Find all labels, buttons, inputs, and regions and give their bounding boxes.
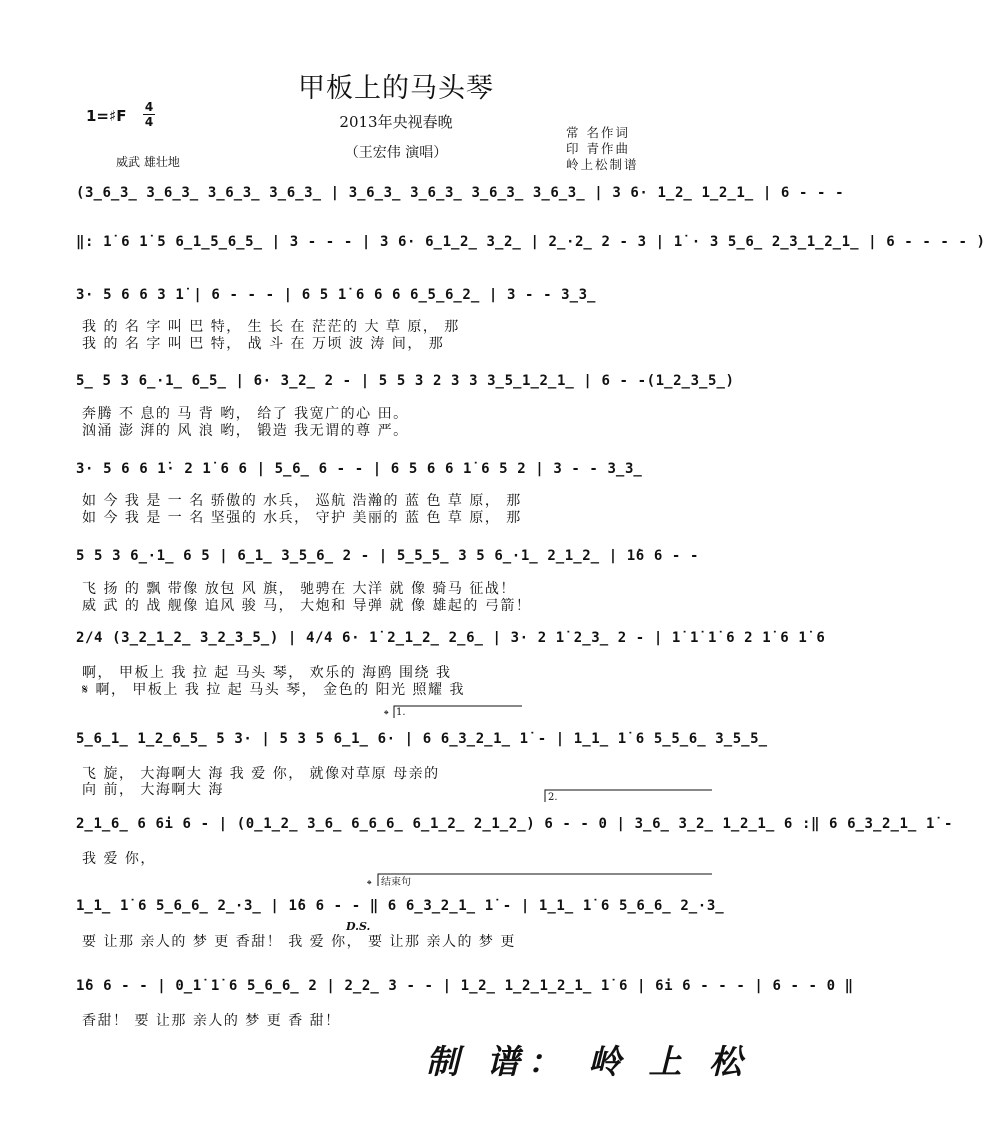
lyric-line-6a: 飞 扬 的 飘 带像 放包 风 旗， 驰骋在 大洋 就 像 骑马 征战！: [82, 581, 516, 597]
coda-sign-2: 𝄌: [367, 878, 372, 893]
tempo-marking: 威武 雄壮地: [116, 155, 180, 169]
arranger-credit: 岭上松制谱: [566, 157, 639, 172]
music-line-3: 3· 5 6 6 3 1̇ | 6 - - - | 6 5 1̇ 6 6 6 6̲5̲6̲2̲ | 3 - - 3̲3̲: [76, 287, 597, 303]
lyric-line-7b: 𝄋 啊， 甲板上 我 拉 起 马头 琴， 金色的 阳光 照耀 我: [82, 682, 465, 698]
lyric-line-8b: 向 前， 大海啊大 海: [82, 782, 224, 798]
music-line-10: 1̲1̲ 1̇ 6 5̲6̲6̲ 2̲·3̲ | 1̇6 6 - - ‖ 6 6̲3̲2̲1̲ 1̇ - | 1̲1̲ 1̇ 6 5̲6̲6̲ 2̲·3̲: [76, 898, 725, 914]
composer-credit: 印 青作曲: [566, 141, 630, 156]
lyric-line-8a: 飞 旋， 大海啊大 海 我 爱 你， 就像对草原 母亲的: [82, 766, 440, 782]
singer-credit: （王宏伟 演唱）: [344, 145, 448, 161]
lyric-line-4b: 汹涌 澎 湃的 风 浪 哟， 锻造 我无谓的尊 严。: [82, 423, 409, 439]
music-line-1: (3̲6̲3̲ 3̲6̲3̲ 3̲6̲3̲ 3̲6̲3̲ | 3̲6̲3̲ 3̲6̲3̲ 3̲6̲3̲ 3̲6̲3̲ | 3 6· 1̲2̲ 1̲2̲1̲ | 6 - - -: [76, 185, 845, 201]
lyric-line-5b: 如 今 我 是 一 名 坚强的 水兵， 守护 美丽的 蓝 色 草 原， 那: [82, 510, 522, 526]
music-line-6: 5 5 3 6̲·1̲ 6 5 | 6̲1̲ 3̲5̲6̲ 2 - | 5̲5̲5̲ 3 5 6̲·1̲ 2̲1̲2̲ | 1̇6 6 - -: [76, 548, 700, 564]
music-line-2: ‖: 1̇ 6 1̇ 5 6̲1̲5̲6̲5̲ | 3 - - - | 3 6· 6̲1̲2̲ 3̲2̲ | 2̲·2̲ 2 - 3 | 1̇ · 3 5̲6̲ 2̲3̲1̲2̲1̲ | 6 - - - - ): [76, 234, 986, 250]
music-line-8: 5̲6̲1̲ 1̲2̲6̲5̲ 5 3· | 5 3 5 6̲1̲ 6· | 6 6̲3̲2̲1̲ 1̇ - | 1̲1̲ 1̇ 6 5̲5̲6̲ 3̲5̲5̲: [76, 731, 768, 747]
lyric-line-3b: 我 的 名 字 叫 巴 特， 战 斗 在 万顷 波 涛 间， 那: [82, 336, 445, 352]
ds-mark: D.S.: [346, 920, 371, 933]
lyric-line-10a: 要 让那 亲人的 梦 更 香甜！ 我 爱 你， 要 让那 亲人的 梦 更: [82, 934, 516, 950]
music-line-4: 5̲ 5 3 6̲·1̲ 6̲5̲ | 6· 3̲2̲ 2 - | 5 5 3 2 3 3 3̲5̲1̲2̲1̲ | 6 - -(1̲2̲3̲5̲): [76, 373, 735, 389]
volta-1-label: 1.: [396, 707, 406, 718]
music-line-7: 2/4 (3̲2̲1̲2̲ 3̲2̲3̲5̲) | 4/4 6· 1̇ 2̲1̲2̲ 2̲6̲ | 3· 2 1̇ 2̲3̲ 2 - | 1̇ 1̇ 1̇ 6 2 1̇ 6 1̇ 6: [76, 630, 826, 646]
music-line-5: 3· 5 6 6 1̇· 2 1̇ 6 6 | 5̲6̲ 6 - - | 6 5 6 6 1̇ 6 5 2 | 3 - - 3̲3̲: [76, 461, 643, 477]
ending-label: 结束句: [381, 877, 411, 888]
music-line-9: 2̲1̲6̲ 6 6i 6 - | (0̲1̲2̲ 3̲6̲ 6̲6̲6̲ 6̲1̲2̲ 2̲1̲2̲) 6 - - 0 | 3̲6̲ 3̲2̲ 1̲2̲1̲ 6 :‖ 6 6̲3̲2̲1̲ 1̇ -: [76, 816, 954, 832]
lyric-line-9a: 我 爱 你，: [82, 851, 156, 867]
subtitle: 2013年央视春晚: [339, 113, 453, 131]
song-title: 甲板上的马头琴: [298, 73, 494, 104]
lyricist-credit: 常 名作词: [566, 125, 630, 140]
lyric-line-11a: 香甜！ 要 让那 亲人的 梦 更 香 甜！: [82, 1013, 341, 1029]
lyric-line-5a: 如 今 我 是 一 名 骄傲的 水兵， 巡航 浩瀚的 蓝 色 草 原， 那: [82, 493, 522, 509]
coda-sign-1: 𝄌: [384, 708, 389, 723]
volta-2-label: 2.: [548, 792, 558, 803]
lyric-line-6b: 威 武 的 战 舰像 追风 骏 马， 大炮和 导弹 就 像 雄起的 弓箭！: [82, 598, 532, 614]
lyric-line-7a: 啊， 甲板上 我 拉 起 马头 琴， 欢乐的 海鸥 围绕 我: [82, 665, 452, 681]
time-signature-top: 4: [144, 100, 154, 114]
key-signature: 1=♯F: [86, 107, 127, 125]
music-line-11: 1̇6 6 - - | 0̲1̇ 1̇ 6 5̲6̲6̲ 2 | 2̲2̲ 3 - - | 1̲2̲ 1̲2̲1̲2̲1̲ 1̇ 6 | 6i 6 - - - | 6 - - 0 ‖: [76, 978, 854, 994]
time-signature-bottom: 4: [144, 115, 154, 129]
lyric-line-3a: 我 的 名 字 叫 巴 特， 生 长 在 茫茫的 大 草 原， 那: [82, 319, 460, 335]
maker-signature: 制 谱： 岭 上 松: [426, 1042, 750, 1081]
lyric-line-4a: 奔腾 不 息的 马 背 哟， 给了 我宽广的心 田。: [82, 406, 409, 422]
